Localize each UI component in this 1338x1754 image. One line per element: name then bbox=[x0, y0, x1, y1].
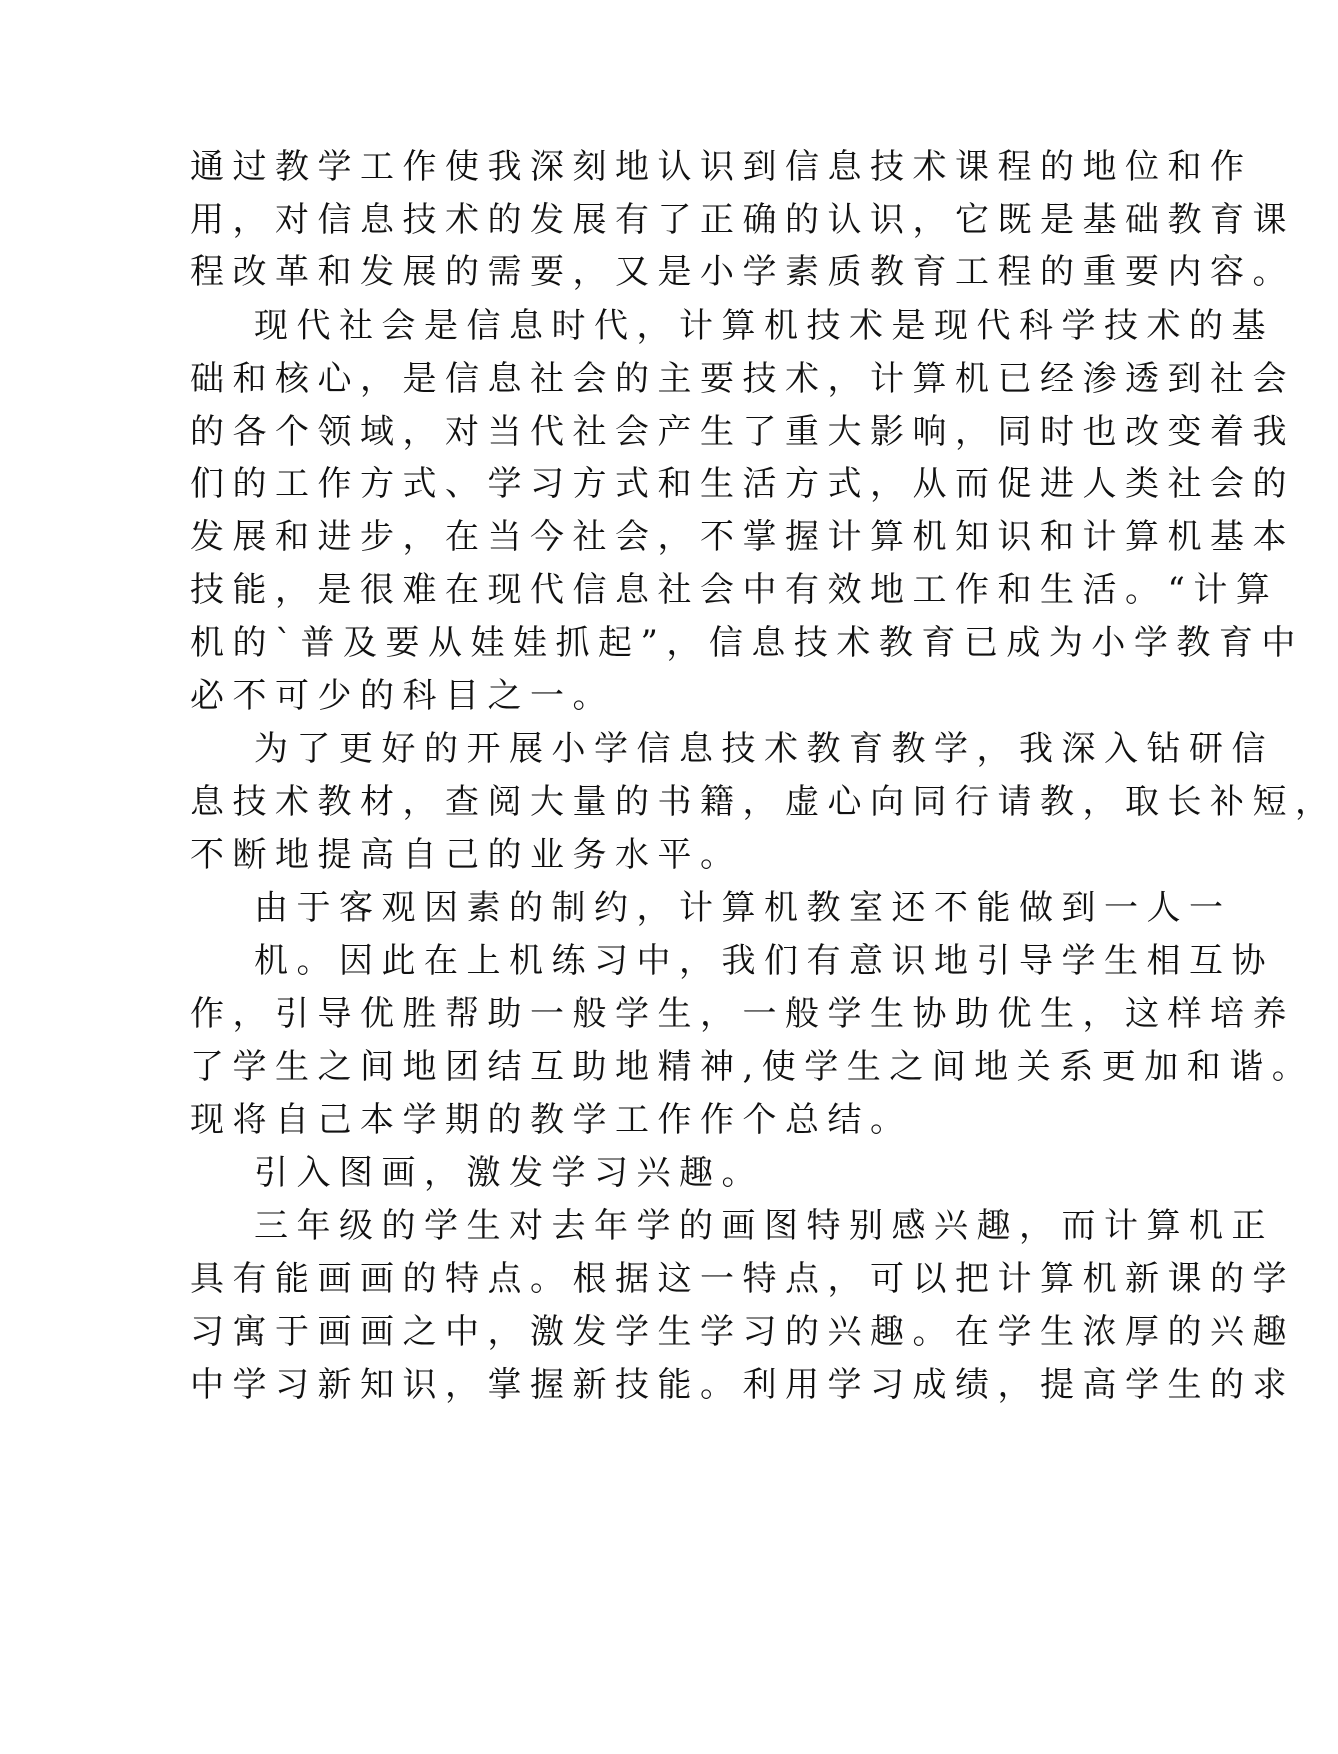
text-line: 础和核心，是信息社会的主要技术，计算机已经渗透到社会 bbox=[190, 359, 1295, 399]
text-line: 作，引导优胜帮助一般学生，一般学生协助优生，这样培养 bbox=[190, 994, 1295, 1034]
text-line: 不断地提高自己的业务水平。 bbox=[190, 835, 743, 875]
paragraph-start-line: 现代社会是信息时代，计算机技术是现代科学技术的基 bbox=[254, 306, 1274, 346]
text-line: 机的`普及要从娃娃抓起”，信息技术教育已成为小学教育中 bbox=[190, 623, 1304, 663]
text-line: 息技术教材，查阅大量的书籍，虚心向同行请教，取长补短， bbox=[190, 782, 1338, 822]
text-line: 中学习新知识，掌握新技能。利用学习成绩，提高学生的求 bbox=[190, 1365, 1295, 1405]
text-line: 机。因此在上机练习中，我们有意识地引导学生相互协 bbox=[254, 941, 1274, 981]
text-line: 们的工作方式、学习方式和生活方式，从而促进人类社会的 bbox=[190, 464, 1295, 504]
text-line: 发展和进步，在当今社会，不掌握计算机知识和计算机基本 bbox=[190, 517, 1295, 557]
paragraph-start-line: 为了更好的开展小学信息技术教育教学，我深入钻研信 bbox=[254, 729, 1274, 769]
text-line: 现将自己本学期的教学工作作个总结。 bbox=[190, 1100, 913, 1140]
paragraph-start-line: 由于客观因素的制约，计算机教室还不能做到一人一 bbox=[254, 888, 1232, 928]
paragraph-start-line: 三年级的学生对去年学的画图特别感兴趣，而计算机正 bbox=[254, 1206, 1274, 1246]
text-line: 必不可少的科目之一。 bbox=[190, 676, 615, 716]
text-line: 技能，是很难在现代信息社会中有效地工作和生活。“计算 bbox=[190, 570, 1279, 610]
text-line: 了学生之间地团结互助地精神,使学生之间地关系更加和谐。 bbox=[190, 1047, 1315, 1087]
text-line: 程改革和发展的需要，又是小学素质教育工程的重要内容。 bbox=[190, 252, 1295, 292]
text-line: 习寓于画画之中，激发学生学习的兴趣。在学生浓厚的兴趣 bbox=[190, 1312, 1295, 1352]
text-line: 具有能画画的特点。根据这一特点，可以把计算机新课的学 bbox=[190, 1259, 1295, 1299]
text-line: 用，对信息技术的发展有了正确的认识，它既是基础教育课 bbox=[190, 200, 1295, 240]
text-line: 的各个领域，对当代社会产生了重大影响，同时也改变着我 bbox=[190, 412, 1295, 452]
section-heading: 引入图画，激发学习兴趣。 bbox=[254, 1153, 764, 1193]
text-line: 通过教学工作使我深刻地认识到信息技术课程的地位和作 bbox=[190, 147, 1253, 187]
